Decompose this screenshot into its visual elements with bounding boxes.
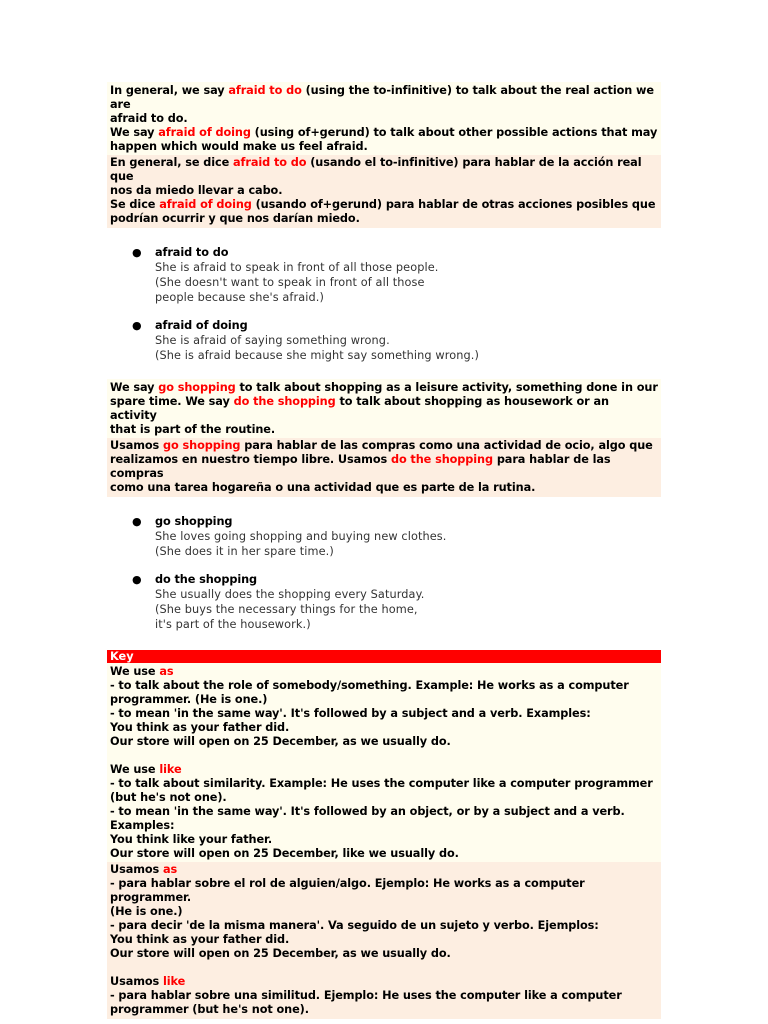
text-line: In general, we say afraid to do (using the to-infinitive) to talk about the real action we are (110, 84, 654, 111)
bullet-icon: ● (132, 573, 142, 586)
text-line: como una tarea hogareña o una actividad que es parte de la rutina. (110, 481, 536, 494)
section1-english-explanation (107, 82, 661, 155)
text-line: podrían ocurrir y que nos darían miedo. (110, 212, 360, 225)
example-sentence: (She does it in her spare time.) (155, 545, 334, 558)
example-item (107, 515, 661, 559)
text-line: Examples: (110, 819, 175, 832)
text-line: - to mean 'in the same way'. It's followed by an object, or by a subject and a verb. (110, 805, 625, 818)
highlighted-term: do the shopping (233, 395, 336, 408)
grammar-page (107, 82, 661, 1019)
text-line: Usamos like (110, 975, 186, 988)
example-title: afraid to do (155, 246, 229, 259)
section2-english-explanation (107, 379, 661, 438)
example-sentence: it's part of the housework.) (155, 618, 311, 631)
highlighted-term: afraid to do (233, 156, 307, 169)
text-line: Our store will open on 25 December, as we usually do. (110, 947, 451, 960)
example-title: afraid of doing (155, 319, 248, 332)
example-sentence: (She buys the necessary things for the home, (155, 603, 418, 616)
example-item (107, 319, 661, 363)
text-line (110, 749, 658, 763)
text-line: afraid to do. (110, 112, 188, 125)
highlighted-term: afraid to do (228, 84, 302, 97)
example-sentence: She loves going shopping and buying new clothes. (155, 530, 447, 543)
example-sentence: people because she's afraid.) (155, 291, 324, 304)
highlighted-term: as (159, 665, 174, 678)
example-sentence: She usually does the shopping every Saturday. (155, 588, 425, 601)
text-line: (but he's not one). (110, 791, 227, 804)
key-english-explanation (107, 663, 661, 862)
text-line: You think as your father did. (110, 721, 290, 734)
highlighted-term: afraid of doing (158, 126, 251, 139)
highlighted-term: afraid of doing (159, 198, 252, 211)
key-spanish-explanation (107, 862, 661, 1019)
highlighted-term: like (159, 763, 182, 776)
example-sentence: (She is afraid because she might say something wrong.) (155, 349, 479, 362)
example-item (107, 246, 661, 305)
text-line: programmer. (He is one.) (110, 693, 268, 706)
highlighted-term: go shopping (158, 381, 236, 394)
bullet-icon: ● (132, 246, 142, 259)
text-line: - to talk about similarity. Example: He uses the computer like a computer programmer (110, 777, 653, 790)
text-line: - to talk about the role of somebody/something. Example: He works as a computer (110, 679, 629, 692)
section2-examples (107, 515, 661, 632)
highlighted-term: like (163, 975, 186, 988)
section2-spanish-explanation (107, 438, 661, 497)
example-item (107, 573, 661, 632)
text-line: realizamos en nuestro tiempo libre. Usamos do the shopping para hablar de las compras (110, 453, 611, 480)
example-sentence: She is afraid of saying something wrong. (155, 334, 390, 347)
text-line: - para hablar sobre una similitud. Ejemplo: He uses the computer like a computer (110, 989, 622, 1002)
example-sentence: (She doesn't want to speak in front of all those (155, 276, 425, 289)
text-line: We use like (110, 763, 182, 776)
text-line: nos da miedo llevar a cabo. (110, 184, 283, 197)
text-line: We say go shopping to talk about shopping as a leisure activity, something done in our (110, 381, 658, 394)
text-line: (He is one.) (110, 905, 183, 918)
text-line: that is part of the routine. (110, 423, 276, 436)
text-line: Se dice afraid of doing (usando of+gerund) para hablar de otras acciones posibles que (110, 198, 656, 211)
text-line: Usamos as (110, 863, 178, 876)
text-line: - para hablar sobre el rol de alguien/algo. Ejemplo: He works as a computer programmer. (110, 877, 585, 904)
key-header: Key (107, 650, 661, 663)
text-line: happen which would make us feel afraid. (110, 140, 368, 153)
text-line: We say afraid of doing (using of+gerund) to talk about other possible actions that may (110, 126, 658, 139)
section1-examples (107, 246, 661, 363)
example-title: go shopping (155, 515, 233, 528)
highlighted-term: go shopping (163, 439, 241, 452)
text-line: You think as your father did. (110, 933, 290, 946)
highlighted-term: do the shopping (390, 453, 493, 466)
text-line: - to mean 'in the same way'. It's followed by a subject and a verb. Examples: (110, 707, 591, 720)
text-line: Usamos go shopping para hablar de las compras como una actividad de ocio, algo que (110, 439, 653, 452)
bullet-icon: ● (132, 515, 142, 528)
text-line: Our store will open on 25 December, as we usually do. (110, 735, 451, 748)
text-line (110, 961, 658, 975)
text-line: programmer (but he's not one). (110, 1003, 309, 1016)
text-line: Our store will open on 25 December, like we usually do. (110, 847, 459, 860)
text-line: spare time. We say do the shopping to talk about shopping as housework or an activity (110, 395, 609, 422)
example-title: do the shopping (155, 573, 258, 586)
section1-spanish-explanation (107, 155, 661, 228)
bullet-icon: ● (132, 319, 142, 332)
example-sentence: She is afraid to speak in front of all those people. (155, 261, 439, 274)
text-line: You think like your father. (110, 833, 273, 846)
highlighted-term: as (163, 863, 178, 876)
text-line: We use as (110, 665, 174, 678)
text-line: En general, se dice afraid to do (usando el to-infinitive) para hablar de la acción real que (110, 156, 642, 183)
text-line: - para decir 'de la misma manera'. Va seguido de un sujeto y verbo. Ejemplos: (110, 919, 599, 932)
